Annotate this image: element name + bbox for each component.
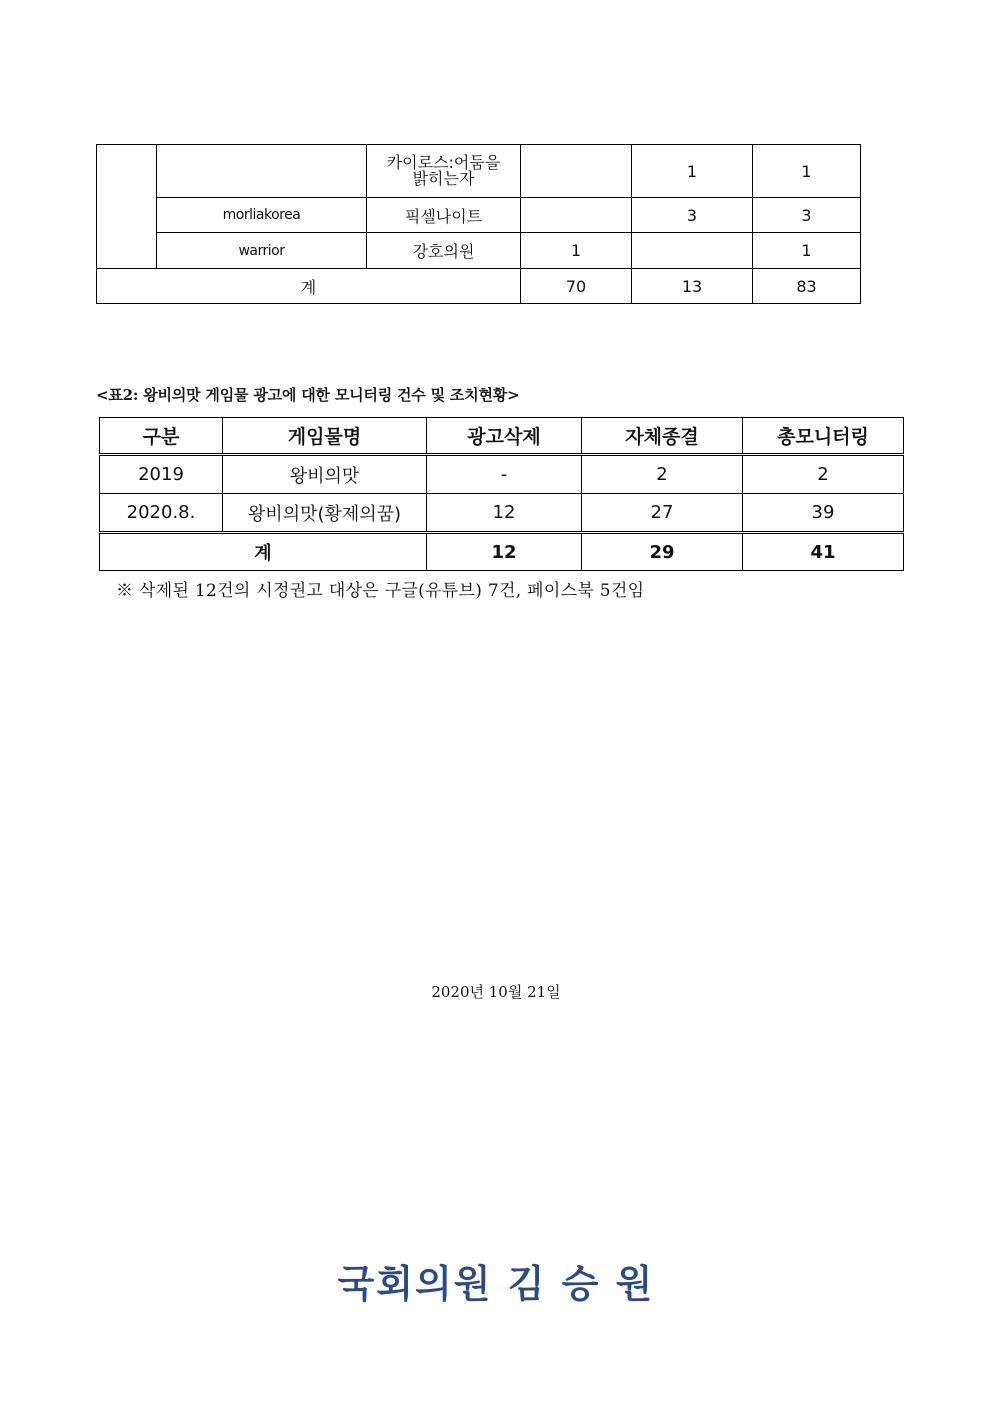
table-row (97, 233, 861, 269)
count-cell: 1 (521, 233, 632, 269)
total-cell: 41 (743, 533, 904, 571)
count-cell: 1 (753, 233, 861, 269)
table-row (100, 494, 904, 533)
count-cell: - (427, 455, 582, 494)
total-cell: 13 (632, 269, 753, 304)
game-name-cell: 왕비의맛(황제의꿈) (223, 494, 427, 533)
count-cell (632, 233, 753, 269)
total-row (97, 269, 861, 304)
count-cell: 27 (582, 494, 743, 533)
count-cell: 1 (632, 145, 753, 198)
game-name-cell: 카이로스:어둠을 밝히는자 (367, 145, 521, 198)
total-row (100, 533, 904, 571)
header-self-closed: 자체종결 (582, 418, 743, 455)
company-cell (157, 145, 367, 198)
count-cell (521, 198, 632, 233)
count-cell: 39 (743, 494, 904, 533)
table-row (97, 198, 861, 233)
count-cell (521, 145, 632, 198)
header-category: 구분 (100, 418, 223, 455)
total-cell: 29 (582, 533, 743, 571)
document-date: 2020년 10월 21일 (431, 983, 561, 1001)
header-ad-deleted: 광고삭제 (427, 418, 582, 455)
header-total-monitoring: 총모니터링 (743, 418, 904, 455)
count-cell: 2 (582, 455, 743, 494)
total-cell: 12 (427, 533, 582, 571)
count-cell: 12 (427, 494, 582, 533)
game-name-cell: 왕비의맛 (223, 455, 427, 494)
table-row (100, 455, 904, 494)
table2-caption: <표2: 왕비의맛 게임물 광고에 대한 모니터링 건수 및 조치현황> (96, 386, 520, 404)
count-cell: 3 (632, 198, 753, 233)
total-cell: 70 (521, 269, 632, 304)
count-cell: 3 (753, 198, 861, 233)
count-cell: 1 (753, 145, 861, 198)
category-cell (97, 145, 157, 269)
year-cell: 2020.8. (100, 494, 223, 533)
year-cell: 2019 (100, 455, 223, 494)
table-header-row (100, 418, 904, 455)
company-cell: morliakorea (157, 198, 367, 233)
total-label: 계 (100, 533, 427, 571)
signature: 국회의원 김 승 원 (337, 1261, 655, 1306)
wangbi-monitoring-table (99, 417, 904, 571)
game-name-cell: 강호의원 (367, 233, 521, 269)
total-cell: 83 (753, 269, 861, 304)
game-name-cell: 픽셀나이트 (367, 198, 521, 233)
company-cell: warrior (157, 233, 367, 269)
monitoring-table-continued (96, 144, 861, 304)
table2-footnote: ※ 삭제된 12건의 시정권고 대상은 구글(유튜브) 7건, 페이스북 5건임 (116, 581, 645, 601)
table-row (97, 145, 861, 198)
count-cell: 2 (743, 455, 904, 494)
total-label: 계 (97, 269, 521, 304)
header-game-name: 게임물명 (223, 418, 427, 455)
